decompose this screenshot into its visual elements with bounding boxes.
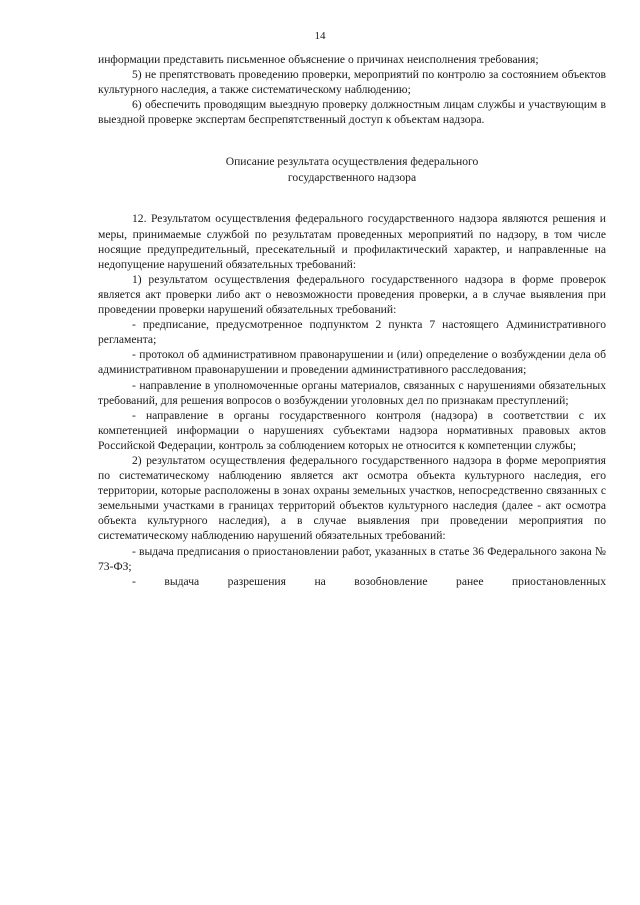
dash-item-materials: - направление в уполномоченные органы материалов, связанных с нарушениями обязательных требований, для решения вопросов о возбуждении уголовных дел по признакам преступлений; xyxy=(98,378,606,407)
section-heading-line2: государственного надзора xyxy=(287,170,417,184)
top-section xyxy=(98,52,606,127)
paragraph-continuation: информации представить письменное объяснение о причинах неисполнения требования; xyxy=(98,53,539,66)
section-heading-line1: Описание результата осуществления федерального xyxy=(225,155,479,169)
section-heading xyxy=(98,154,606,185)
page-number: 14 xyxy=(314,30,326,42)
paragraph-sub-1: 1) результатом осуществления федерального государственного надзора в форме проверок является акт проверки либо акт о невозможности проведения проверки, а в случае выявления при проведении проверки нарушений обязательных требований: xyxy=(98,272,606,317)
paragraph-item-6: 6) обеспечить проводящим выездную проверку должностным лицам службы и участвующим в выездной проверке экспертам беспрепятственный доступ к объектам надзора. xyxy=(98,98,606,127)
dash-item-suspension: - выдача предписания о приостановлении работ, указанных в статье 36 Федерального закона № 73-ФЗ; xyxy=(98,544,606,573)
main-section xyxy=(98,211,606,588)
paragraph-item-5: 5) не препятствовать проведению проверки, мероприятий по контролю за состоянием объектов культурного наследия, а также систематическому наблюдению; xyxy=(98,68,606,97)
dash-item-resumption: - выдача разрешения на возобновление ранее приостановленных xyxy=(132,574,606,588)
paragraph-sub-2: 2) результатом осуществления федерального государственного надзора в форме мероприятия по систематическому наблюдению является акт осмотра объекта культурного наследия, его территории, которые расположены в зонах охраны земельных участков, непосредственно связанных с земельными участками в границах территорий объектов культурного наследия (далее - акт осмотра объекта культурного наследия), а в случае выявления при проведении мероприятия по систематическому наблюдению нарушений обязательных требований: xyxy=(98,453,606,543)
dash-item-protocol: - протокол об административном правонарушении и (или) определение о возбуждении дела об административном правонарушении и проведении административного расследования; xyxy=(98,348,606,377)
paragraph-12: 12. Результатом осуществления федерального государственного надзора являются решения и меры, принимаемые службой по результатам проведенных мероприятий по надзору, в том числе носящие предупредительный, пресекательный и профилактический характер, и направленные на недопущение нарушений обязательных требований: xyxy=(98,212,606,271)
dash-item-prescription: - предписание, предусмотренное подпунктом 2 пункта 7 настоящего Административного регламента; xyxy=(98,318,606,347)
document-body xyxy=(98,52,606,589)
dash-item-information: - направление в органы государственного контроля (надзора) в соответствии с их компетенцией информации о нарушениях субъектами надзора нормативных правовых актов Российской Федерации, контроль за соблюдением которых не относится к компетенции службы; xyxy=(98,408,606,452)
